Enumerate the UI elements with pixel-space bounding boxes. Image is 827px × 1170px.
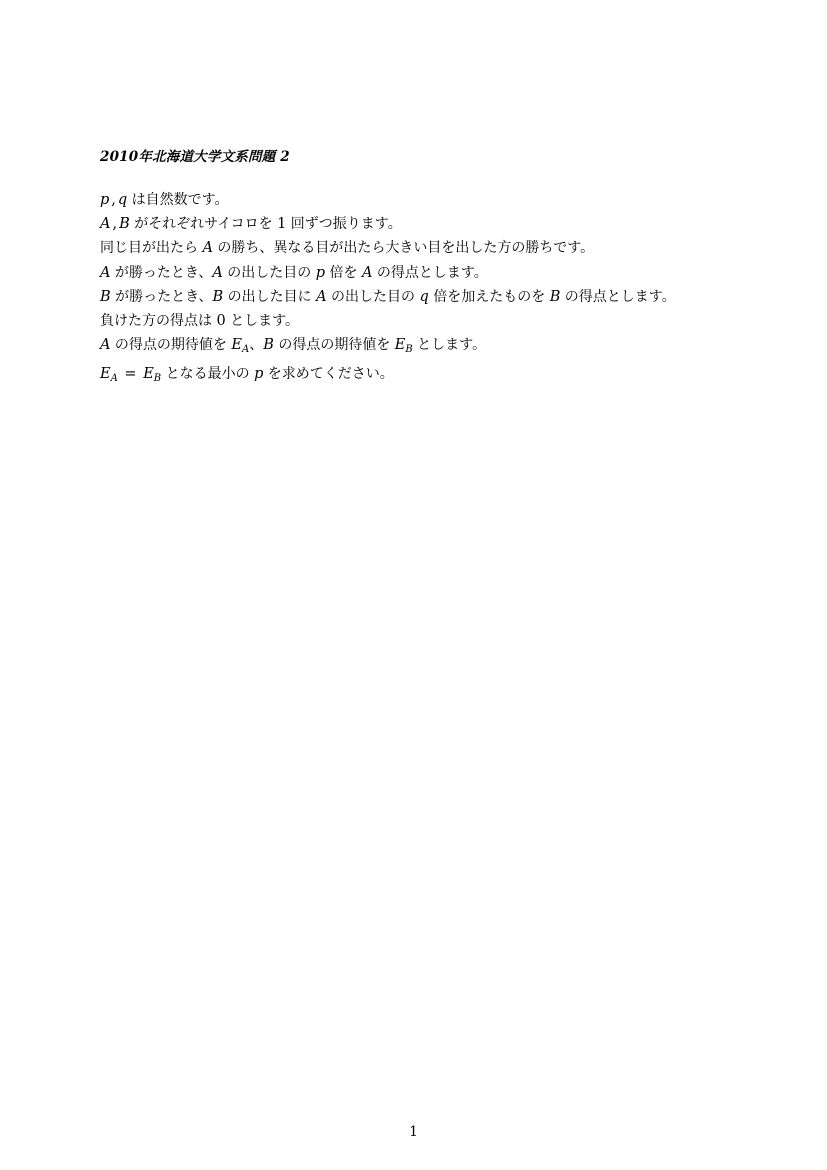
text-fragment: A (316, 288, 327, 305)
page-number: 1 (409, 1124, 418, 1140)
text-line (100, 285, 780, 309)
text-fragment: が勝ったとき、 (110, 264, 213, 281)
text-fragment: E (100, 366, 111, 383)
text-fragment: p (254, 366, 264, 383)
text-fragment: を求めてください。 (263, 366, 394, 383)
text-fragment: の出した目の (326, 288, 420, 305)
text-fragment: の得点とします。 (560, 288, 676, 305)
text-fragment: B (153, 373, 162, 385)
text-fragment: 0 (216, 313, 226, 330)
text-fragment: の出した目の (222, 264, 316, 281)
text-fragment: A (100, 264, 111, 281)
text-fragment: q (419, 288, 429, 305)
text-fragment: 倍を加えたものを (428, 288, 550, 305)
text-fragment: 1 (277, 216, 287, 233)
text-fragment: の得点の期待値を (110, 337, 232, 354)
text-fragment: が勝ったとき、 (110, 288, 213, 305)
text-fragment: となる最小の (161, 366, 255, 383)
text-fragment: E (143, 366, 154, 383)
text-fragment: とします。 (225, 313, 300, 330)
text-fragment: = (119, 366, 142, 383)
text-fragment: の勝ち、異なる目が出たら大きい目を出した方の勝ちです。 (212, 240, 595, 257)
text-fragment: B (549, 288, 561, 305)
text-fragment: がそれぞれサイコロを (129, 216, 278, 233)
text-fragment: 回ずつ振ります。 (286, 216, 402, 233)
text-fragment: は自然数です。 (127, 192, 229, 208)
text-fragment: B (263, 337, 274, 354)
text-line (100, 362, 780, 391)
text-fragment: A (241, 344, 250, 356)
text-fragment: , (112, 216, 118, 233)
text-fragment: A (212, 264, 223, 281)
text-fragment: , (111, 192, 116, 208)
text-line (100, 188, 780, 212)
text-fragment: E (394, 337, 406, 354)
problem-statement (100, 188, 780, 391)
text-fragment: 倍を (325, 264, 362, 281)
text-fragment: A (100, 216, 111, 233)
text-fragment: A (361, 264, 373, 281)
text-fragment: E (231, 337, 242, 354)
text-fragment: B (405, 344, 413, 356)
text-fragment: の得点の期待値を (273, 337, 395, 354)
text-fragment: とします。 (412, 337, 487, 354)
text-line (100, 236, 780, 260)
text-fragment: A (202, 240, 213, 257)
text-fragment: 、 (249, 337, 264, 354)
text-fragment: q (117, 192, 128, 208)
text-line (100, 333, 780, 362)
text-line (100, 212, 780, 236)
text-fragment: 負けた方の得点は (100, 313, 217, 330)
text-fragment: B (100, 288, 111, 305)
text-fragment: B (212, 288, 224, 305)
text-fragment: p (100, 192, 110, 208)
text-line (100, 309, 780, 333)
text-fragment: A (100, 337, 111, 354)
text-fragment: p (315, 264, 326, 281)
text-line (100, 261, 780, 285)
page-title: 2010年北海道大学文系問題 2 (100, 149, 290, 165)
text-fragment: A (110, 373, 118, 385)
text-fragment: の得点とします。 (372, 264, 488, 281)
text-fragment: B (119, 216, 130, 233)
text-fragment: 同じ目が出たら (100, 240, 203, 257)
text-fragment: の出した目に (223, 288, 317, 305)
